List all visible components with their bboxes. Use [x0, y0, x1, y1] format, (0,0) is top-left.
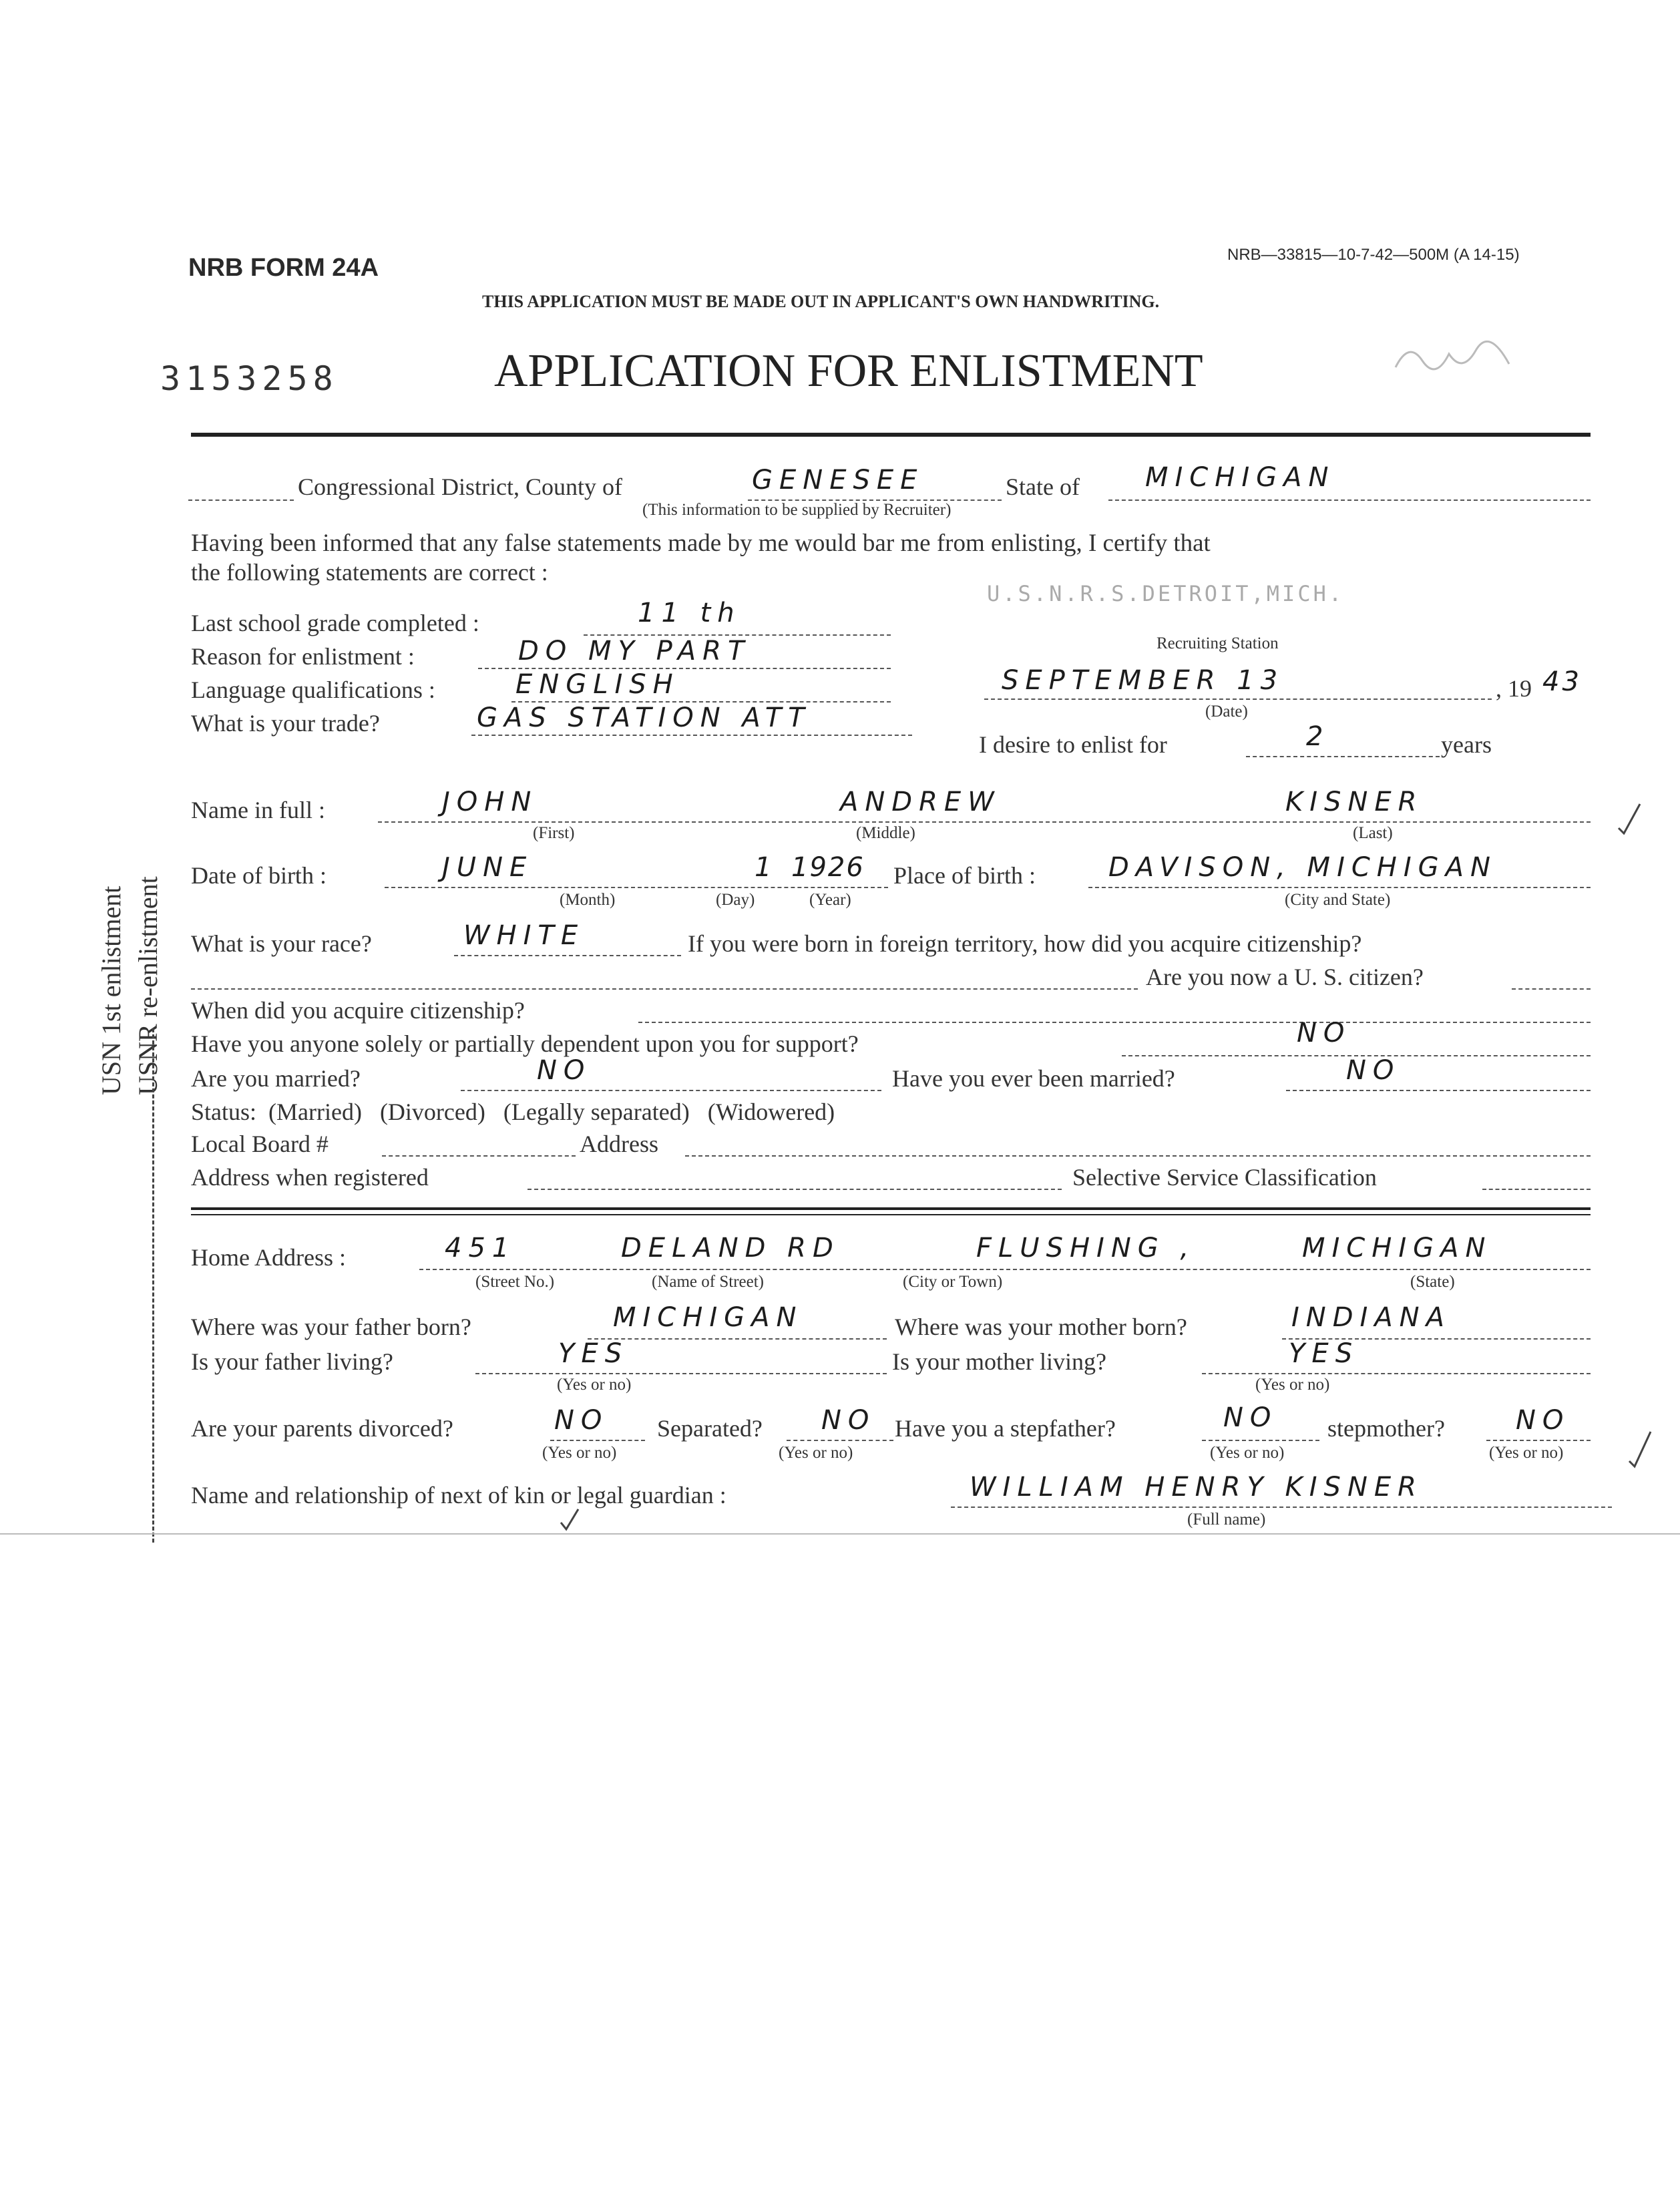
year-label: (Year)	[809, 891, 851, 909]
state-label: State of	[1006, 473, 1080, 500]
certify-line-1: Having been informed that any false statements made by me would bar me from enlisting, I certify that	[191, 530, 1211, 557]
father-born-q: Where was your father born?	[191, 1314, 471, 1340]
month-label: (Month)	[560, 891, 616, 909]
street-name-value: DELAND RD	[621, 1233, 840, 1263]
place-sub-label: (City and State)	[1285, 891, 1391, 909]
recruiting-station-label: Recruiting Station	[1157, 634, 1279, 652]
name-label: Name in full :	[191, 797, 325, 823]
form-id: NRB FORM 24A	[188, 254, 379, 282]
separated-q: Separated?	[657, 1415, 763, 1442]
divorced-q: Are your parents divorced?	[191, 1415, 453, 1442]
place-of-birth-value: DAVISON, MICHIGAN	[1108, 852, 1497, 883]
date-value: SEPTEMBER 13	[1002, 665, 1285, 696]
when-citizenship-q: When did you acquire citizenship?	[191, 997, 525, 1024]
reason-value: DO MY PART	[518, 636, 751, 666]
race-label: What is your race?	[191, 930, 372, 957]
middle-name-value: ANDREW	[840, 787, 1001, 817]
first-label: (First)	[533, 824, 575, 842]
first-name-value: JOHN	[442, 787, 538, 817]
reason-label: Reason for enlistment :	[191, 643, 415, 670]
address-registered-label: Address when registered	[191, 1164, 429, 1191]
mother-living-q: Is your mother living?	[892, 1348, 1106, 1375]
day-label: (Day)	[716, 891, 755, 909]
full-name-label: (Full name)	[1187, 1511, 1266, 1529]
race-value: WHITE	[463, 920, 585, 951]
date-label: (Date)	[1205, 703, 1248, 721]
stepmother-yes-no: (Yes or no)	[1489, 1444, 1564, 1462]
check-mark-icon	[558, 1507, 585, 1537]
page-title: APPLICATION FOR ENLISTMENT	[494, 345, 1203, 397]
last-name-value: KISNER	[1285, 787, 1424, 817]
address-label: Address	[580, 1131, 658, 1157]
certify-line-2: the following statements are correct :	[191, 559, 548, 586]
school-grade-value: 11 th	[638, 598, 741, 628]
top-rule	[191, 433, 1591, 437]
stepmother-value: NO	[1516, 1405, 1570, 1436]
usn-label: USN 1st enlistment	[96, 885, 126, 1095]
next-of-kin-value: WILLIAM HENRY KISNER	[970, 1472, 1423, 1503]
divorced-yes-no: (Yes or no)	[542, 1444, 617, 1462]
separated-yes-no: (Yes or no)	[779, 1444, 853, 1462]
divorced-value: NO	[554, 1405, 609, 1436]
home-state-value: MICHIGAN	[1302, 1233, 1492, 1263]
stepfather-value: NO	[1223, 1402, 1278, 1433]
usnr-label: USNR re-enlistment	[133, 876, 163, 1095]
us-citizen-q: Are you now a U. S. citizen?	[1146, 964, 1424, 990]
page-fold-line	[0, 1533, 1680, 1535]
married-q: Are you married?	[191, 1065, 361, 1092]
county-value: GENESEE	[752, 465, 924, 495]
stepmother-q: stepmother?	[1327, 1415, 1445, 1442]
year-value: 43	[1542, 666, 1582, 697]
place-of-birth-label: Place of birth :	[893, 862, 1036, 889]
selective-service-label: Selective Service Classification	[1072, 1164, 1377, 1191]
mother-living-value: YES	[1289, 1338, 1359, 1369]
foreign-citizenship-q: If you were born in foreign territory, how did you acquire citizenship?	[688, 930, 1362, 957]
state-label-sub: (State)	[1410, 1273, 1455, 1291]
trade-value: GAS STATION ATT	[477, 703, 811, 733]
handwriting-instruction: THIS APPLICATION MUST BE MADE OUT IN APPLICANT'S OWN HANDWRITING.	[482, 292, 1160, 311]
dependents-q: Have you anyone solely or partially dependent upon you for support?	[191, 1030, 859, 1057]
father-living-value: YES	[558, 1338, 629, 1369]
mid-rule	[191, 1207, 1591, 1210]
middle-label: (Middle)	[856, 824, 915, 842]
mid-rule-2	[191, 1214, 1591, 1215]
side-dashed-line	[152, 1028, 154, 1543]
state-value: MICHIGAN	[1145, 462, 1335, 493]
city-value: FLUSHING ,	[976, 1233, 1196, 1263]
stepfather-yes-no: (Yes or no)	[1210, 1444, 1285, 1462]
local-board-label: Local Board #	[191, 1131, 329, 1157]
dob-label: Date of birth :	[191, 862, 327, 889]
serial-number: 3153258	[160, 359, 339, 398]
recruiting-station-value: U.S.N.R.S.DETROIT,MICH.	[987, 581, 1345, 606]
birth-month-value: JUNE	[442, 852, 534, 883]
street-name-label: (Name of Street)	[652, 1273, 764, 1291]
father-yes-no: (Yes or no)	[557, 1376, 632, 1394]
enlist-years-value: 2	[1306, 721, 1330, 752]
mother-yes-no: (Yes or no)	[1255, 1376, 1330, 1394]
street-no-value: 451	[445, 1233, 516, 1263]
married-value: NO	[537, 1055, 592, 1086]
separated-value: NO	[821, 1405, 876, 1436]
dependents-value: NO	[1297, 1018, 1351, 1048]
print-code: NRB—33815—10-7-42—500M (A 14-15)	[1227, 246, 1520, 264]
check-mark-icon	[1627, 1429, 1653, 1472]
street-no-label: (Street No.)	[475, 1273, 555, 1291]
birth-day-value: 1	[755, 852, 779, 883]
stamp-scribble	[1389, 327, 1536, 387]
city-label: (City or Town)	[903, 1273, 1003, 1291]
stepfather-q: Have you a stepfather?	[895, 1415, 1116, 1442]
school-grade-label: Last school grade completed :	[191, 610, 479, 636]
next-of-kin-label: Name and relationship of next of kin or legal guardian :	[191, 1482, 726, 1509]
recruiter-note: (This information to be supplied by Recruiter)	[642, 501, 952, 519]
district-label: Congressional District, County of	[298, 473, 622, 500]
mother-born-q: Where was your mother born?	[895, 1314, 1187, 1340]
check-mark-icon	[1616, 801, 1643, 838]
father-living-q: Is your father living?	[191, 1348, 393, 1375]
year-prefix: , 19	[1496, 675, 1532, 702]
enlist-for-label: I desire to enlist for	[979, 731, 1167, 758]
status-options: Status: (Married) (Divorced) (Legally separated) (Widowered)	[191, 1098, 835, 1125]
ever-married-q: Have you ever been married?	[892, 1065, 1175, 1092]
mother-born-value: INDIANA	[1291, 1302, 1451, 1333]
last-label: (Last)	[1353, 824, 1393, 842]
trade-label: What is your trade?	[191, 710, 380, 737]
father-born-value: MICHIGAN	[613, 1302, 803, 1333]
birth-year-value: 1926	[791, 852, 865, 883]
ever-married-value: NO	[1346, 1055, 1401, 1086]
home-address-label: Home Address :	[191, 1244, 346, 1271]
language-label: Language qualifications :	[191, 676, 435, 703]
language-value: ENGLISH	[515, 669, 680, 700]
years-label: years	[1441, 731, 1492, 758]
